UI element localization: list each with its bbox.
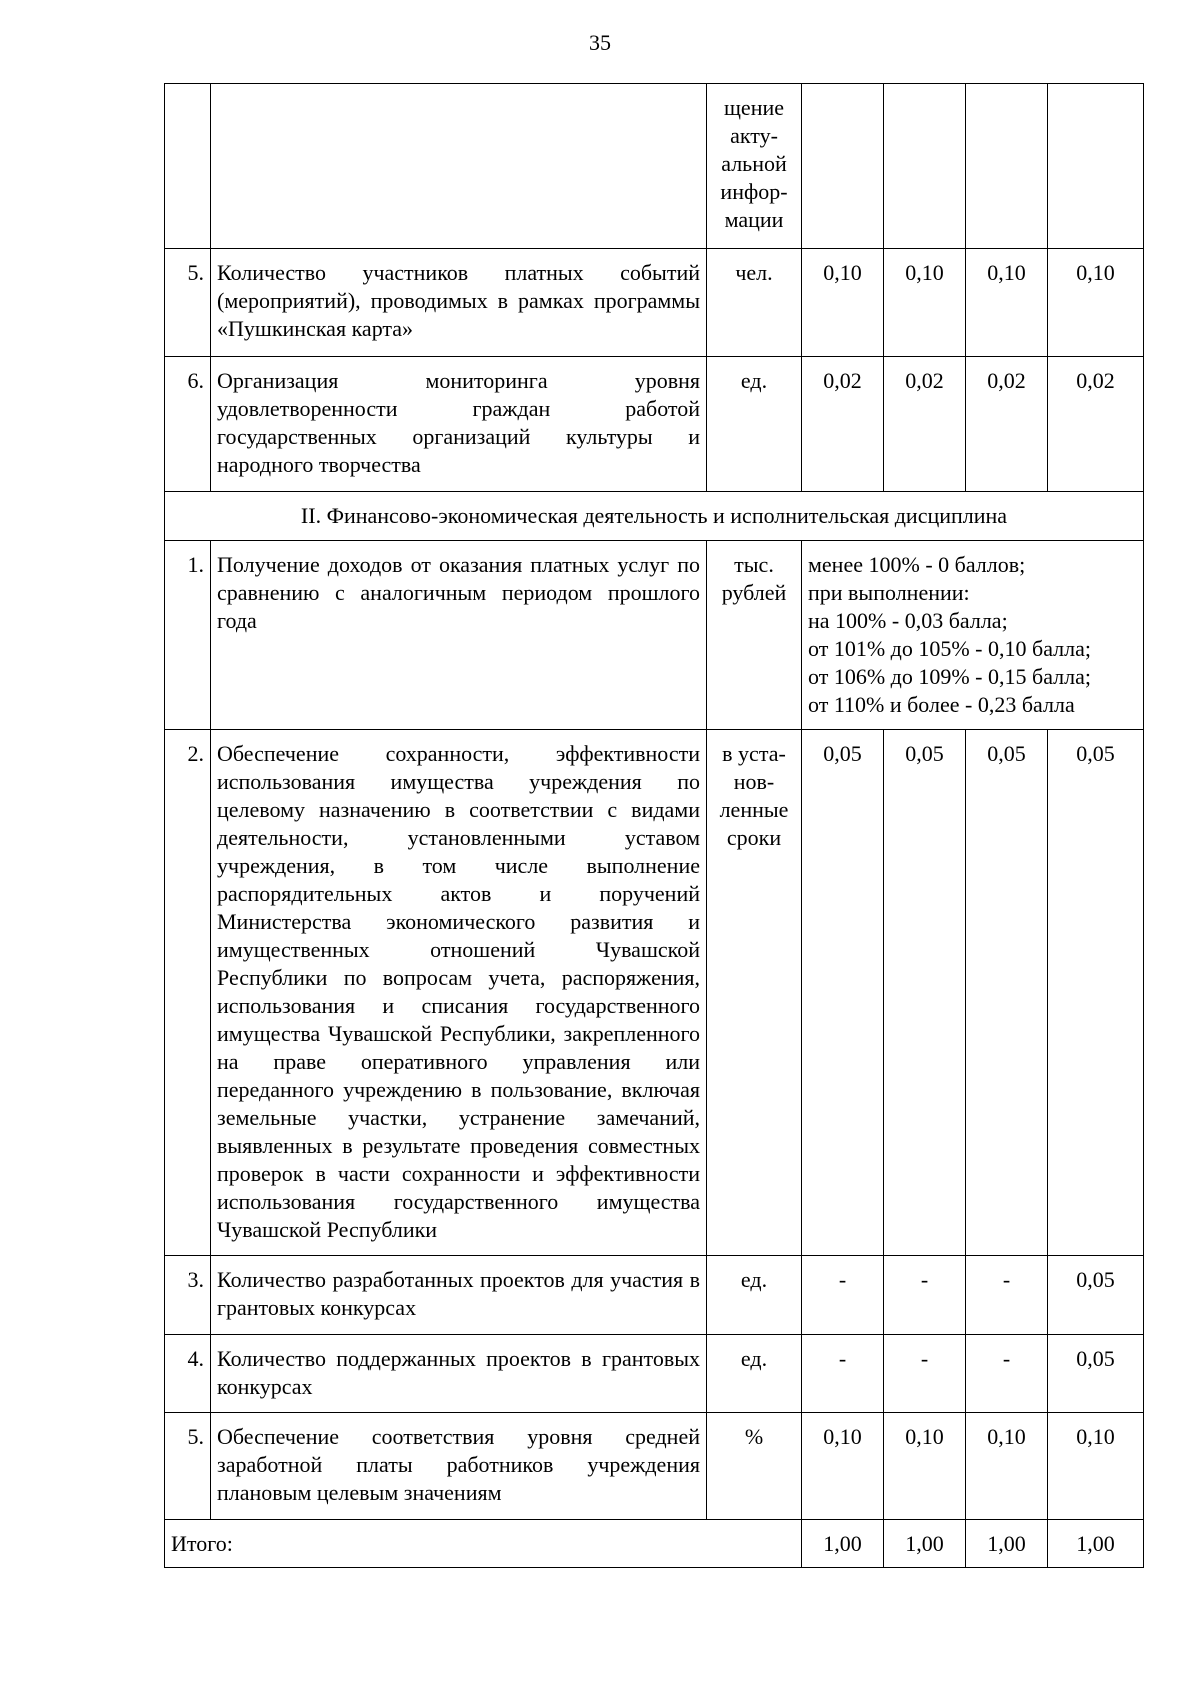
row-value: 0,10 — [802, 249, 884, 357]
row-value: 0,10 — [966, 249, 1048, 357]
row-value: 0,05 — [1048, 1256, 1144, 1335]
row-unit: ед. — [707, 1256, 802, 1335]
row-value: 0,02 — [966, 357, 1048, 492]
row-number: 2. — [165, 730, 211, 1256]
table-row — [165, 249, 1144, 357]
row-value: 0,05 — [802, 730, 884, 1256]
row-value: - — [966, 1335, 1048, 1413]
row-value: 0,05 — [884, 730, 966, 1256]
row-value: - — [802, 1335, 884, 1413]
row-value: - — [884, 1335, 966, 1413]
row-unit: в уста- нов- ленные сроки — [707, 730, 802, 1256]
row-value: 0,05 — [1048, 730, 1144, 1256]
row-value: 0,10 — [966, 1413, 1048, 1520]
table-row — [165, 1335, 1144, 1413]
table-row — [165, 357, 1144, 492]
total-value: 1,00 — [802, 1520, 884, 1568]
row-description: Количество участников платных событий (мероприятий), проводимых в рамках программы «Пушкинская карта» — [211, 249, 707, 357]
table-row — [165, 730, 1144, 1256]
row-number: 5. — [165, 1413, 211, 1520]
row-value: 0,10 — [884, 1413, 966, 1520]
row-description: Обеспечение сохранности, эффективности использования имущества учреждения по целевому назначению в соответствии с видами деятельности, установленными уставом учреждения, в том числе выполнение распорядительных актов и поручений Министерства экономического развития и имущественных отношений Чувашской Республики по вопросам учета, распоряжения, использования и списания государственного имущества Чувашской Республики, закрепленного на праве оперативного управления или переданного учреждению в пользование, включая земельные участки, устранение замечаний, выявленных в результате проведения совместных проверок в части сохранности и эффективности использования государственного имущества Чувашской Республики — [211, 730, 707, 1256]
row-description: Получение доходов от оказания платных услуг по сравнению с аналогичным периодом прошлого года — [211, 541, 707, 730]
page-number: 35 — [589, 30, 611, 55]
row-number: 4. — [165, 1335, 211, 1413]
row-unit: чел. — [707, 249, 802, 357]
row-number: 6. — [165, 357, 211, 492]
row-value: 0,02 — [802, 357, 884, 492]
total-value: 1,00 — [884, 1520, 966, 1568]
row-value: 0,10 — [884, 249, 966, 357]
row-description: Обеспечение соответствия уровня средней заработной платы работников учреждения плановым целевым значениям — [211, 1413, 707, 1520]
table-row-continuation — [165, 84, 1144, 249]
row-unit: ед. — [707, 1335, 802, 1413]
row-value: 0,02 — [1048, 357, 1144, 492]
row-value: 0,10 — [1048, 249, 1144, 357]
row-unit: ед. — [707, 357, 802, 492]
total-value: 1,00 — [966, 1520, 1048, 1568]
row-description: Количество разработанных проектов для участия в грантовых конкурсах — [211, 1256, 707, 1335]
table-row — [165, 541, 1144, 730]
row-value: - — [884, 1256, 966, 1335]
criteria-table — [164, 83, 1144, 1568]
row-description: Организация мониторинга уровня удовлетворенности граждан работой государственных организаций культуры и народного творчества — [211, 357, 707, 492]
row-value: 0,05 — [966, 730, 1048, 1256]
row-description: Количество поддержанных проектов в грантовых конкурсах — [211, 1335, 707, 1413]
row-unit: тыс. рублей — [707, 541, 802, 730]
row-value: 0,02 — [884, 357, 966, 492]
scoring-criteria: менее 100% - 0 баллов; при выполнении: на 100% - 0,03 балла; от 101% до 105% - 0,10 балла; от 106% до 109% - 0,15 балла; от 110% и более - 0,23 балла — [802, 541, 1144, 730]
table-row — [165, 1413, 1144, 1520]
row-value: 0,10 — [1048, 1413, 1144, 1520]
row-unit: % — [707, 1413, 802, 1520]
table-row — [165, 1256, 1144, 1335]
row-value: 0,05 — [1048, 1335, 1144, 1413]
unit-cell: щение акту- альной инфор- мации — [707, 84, 802, 249]
section-title: II. Финансово-экономическая деятельность и исполнительская дисциплина — [165, 492, 1144, 541]
total-value: 1,00 — [1048, 1520, 1144, 1568]
row-value: - — [802, 1256, 884, 1335]
section-header-row — [165, 492, 1144, 541]
row-value: 0,10 — [802, 1413, 884, 1520]
total-row — [165, 1520, 1144, 1568]
row-value: - — [966, 1256, 1048, 1335]
row-number: 1. — [165, 541, 211, 730]
row-number: 3. — [165, 1256, 211, 1335]
row-number: 5. — [165, 249, 211, 357]
total-label: Итого: — [165, 1520, 802, 1568]
